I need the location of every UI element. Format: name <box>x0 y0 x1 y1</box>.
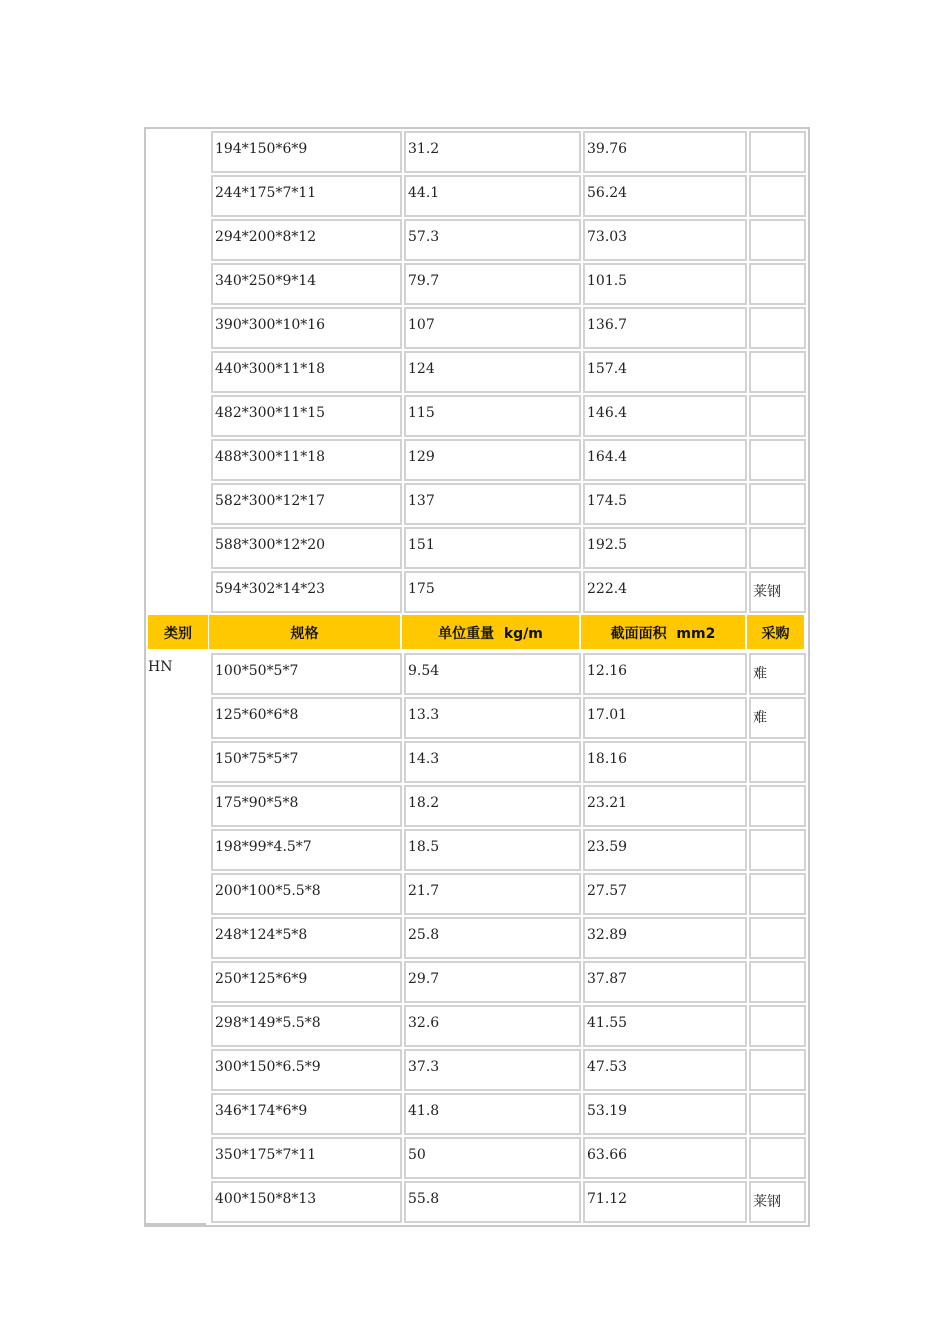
spec-cell: 125*60*6*8 <box>211 697 402 739</box>
area-cell: 56.24 <box>583 175 747 217</box>
weight-cell: 151 <box>404 527 581 569</box>
area-cell: 73.03 <box>583 219 747 261</box>
category-cell <box>146 525 210 569</box>
area-cell: 174.5 <box>583 483 747 525</box>
procurement-cell <box>749 917 806 959</box>
spec-cell: 582*300*12*17 <box>211 483 402 525</box>
procurement-cell <box>749 1049 806 1091</box>
weight-cell: 175 <box>404 571 581 613</box>
area-cell: 53.19 <box>583 1093 747 1135</box>
spec-cell: 482*300*11*15 <box>211 395 402 437</box>
spec-cell: 294*200*8*12 <box>211 219 402 261</box>
header-spec: 规格 <box>209 615 400 649</box>
area-cell: 23.21 <box>583 785 747 827</box>
procurement-cell <box>749 873 806 915</box>
table-row <box>146 305 808 349</box>
table-row <box>146 261 808 305</box>
table-row <box>146 129 808 173</box>
area-cell: 222.4 <box>583 571 747 613</box>
weight-cell: 57.3 <box>404 219 581 261</box>
procurement-cell <box>749 785 806 827</box>
area-cell: 32.89 <box>583 917 747 959</box>
procurement-cell <box>749 1005 806 1047</box>
weight-cell: 14.3 <box>404 741 581 783</box>
category-cell <box>146 173 210 217</box>
header-area: 截面面积 mm2 <box>581 615 745 649</box>
spec-cell: 150*75*5*7 <box>211 741 402 783</box>
table-row <box>146 349 808 393</box>
procurement-cell <box>749 741 806 783</box>
area-cell: 192.5 <box>583 527 747 569</box>
weight-cell: 115 <box>404 395 581 437</box>
table-group-hn <box>146 651 808 1223</box>
category-cell <box>146 915 210 959</box>
spec-cell: 175*90*5*8 <box>211 785 402 827</box>
procurement-cell <box>749 263 806 305</box>
table-row <box>146 827 808 871</box>
procurement-cell <box>749 351 806 393</box>
procurement-cell <box>749 961 806 1003</box>
table-row <box>146 437 808 481</box>
area-cell: 12.16 <box>583 653 747 695</box>
weight-cell: 55.8 <box>404 1181 581 1223</box>
category-cell <box>146 129 210 173</box>
category-cell <box>146 305 210 349</box>
area-cell: 18.16 <box>583 741 747 783</box>
category-cell <box>146 1047 210 1091</box>
spec-cell: 440*300*11*18 <box>211 351 402 393</box>
category-cell <box>146 827 210 871</box>
spec-cell: 400*150*8*13 <box>211 1181 402 1223</box>
header-procurement: 采购 <box>747 615 804 649</box>
category-cell <box>146 871 210 915</box>
procurement-cell <box>749 395 806 437</box>
procurement-cell <box>749 829 806 871</box>
spec-cell: 594*302*14*23 <box>211 571 402 613</box>
table-row <box>146 1135 808 1179</box>
procurement-cell <box>749 1093 806 1135</box>
area-cell: 47.53 <box>583 1049 747 1091</box>
area-cell: 23.59 <box>583 829 747 871</box>
table-row <box>146 481 808 525</box>
area-cell: 39.76 <box>583 131 747 173</box>
steel-spec-table <box>144 127 810 1227</box>
weight-cell: 107 <box>404 307 581 349</box>
weight-cell: 9.54 <box>404 653 581 695</box>
weight-cell: 137 <box>404 483 581 525</box>
weight-cell: 37.3 <box>404 1049 581 1091</box>
procurement-cell <box>749 131 806 173</box>
weight-cell: 21.7 <box>404 873 581 915</box>
spec-cell: 340*250*9*14 <box>211 263 402 305</box>
spec-cell: 350*175*7*11 <box>211 1137 402 1179</box>
area-cell: 157.4 <box>583 351 747 393</box>
procurement-cell: 莱钢 <box>749 571 806 613</box>
procurement-cell <box>749 175 806 217</box>
header-category: 类别 <box>148 615 208 649</box>
category-cell <box>146 569 210 613</box>
procurement-cell: 难 <box>749 653 806 695</box>
procurement-cell <box>749 1137 806 1179</box>
spec-cell: 244*175*7*11 <box>211 175 402 217</box>
table-row <box>146 173 808 217</box>
weight-cell: 31.2 <box>404 131 581 173</box>
table-row <box>146 783 808 827</box>
category-cell <box>146 1179 210 1223</box>
procurement-cell <box>749 307 806 349</box>
spec-cell: 300*150*6.5*9 <box>211 1049 402 1091</box>
category-cell <box>146 349 210 393</box>
procurement-cell <box>749 219 806 261</box>
area-cell: 71.12 <box>583 1181 747 1223</box>
spec-cell: 200*100*5.5*8 <box>211 873 402 915</box>
procurement-cell <box>749 483 806 525</box>
table-row <box>146 1091 808 1135</box>
procurement-cell: 难 <box>749 697 806 739</box>
weight-cell: 13.3 <box>404 697 581 739</box>
category-cell <box>146 1135 210 1179</box>
weight-cell: 18.2 <box>404 785 581 827</box>
table-row <box>146 1179 808 1223</box>
spec-cell: 588*300*12*20 <box>211 527 402 569</box>
table-row <box>146 525 808 569</box>
category-cell <box>146 1003 210 1047</box>
area-cell: 146.4 <box>583 395 747 437</box>
table-header-row <box>146 613 808 651</box>
table-row <box>146 695 808 739</box>
category-cell: HN <box>148 659 173 675</box>
spec-cell: 488*300*11*18 <box>211 439 402 481</box>
table-row <box>146 651 808 695</box>
table-row <box>146 871 808 915</box>
procurement-cell <box>749 527 806 569</box>
category-cell <box>146 481 210 525</box>
header-weight: 单位重量 kg/m <box>402 615 579 649</box>
category-cell <box>146 1091 210 1135</box>
table-row <box>146 569 808 613</box>
spec-cell: 390*300*10*16 <box>211 307 402 349</box>
area-cell: 164.4 <box>583 439 747 481</box>
weight-cell: 44.1 <box>404 175 581 217</box>
table-row <box>146 217 808 261</box>
category-cell <box>146 261 210 305</box>
spec-cell: 198*99*4.5*7 <box>211 829 402 871</box>
weight-cell: 50 <box>404 1137 581 1179</box>
table-row <box>146 1003 808 1047</box>
table-row <box>146 959 808 1003</box>
area-cell: 136.7 <box>583 307 747 349</box>
table-row <box>146 915 808 959</box>
procurement-cell <box>749 439 806 481</box>
area-cell: 37.87 <box>583 961 747 1003</box>
spec-cell: 194*150*6*9 <box>211 131 402 173</box>
area-cell: 101.5 <box>583 263 747 305</box>
table-row <box>146 393 808 437</box>
category-cell <box>146 695 210 739</box>
spec-cell: 250*125*6*9 <box>211 961 402 1003</box>
procurement-cell: 莱钢 <box>749 1181 806 1223</box>
area-cell: 41.55 <box>583 1005 747 1047</box>
spec-cell: 346*174*6*9 <box>211 1093 402 1135</box>
category-cell <box>146 783 210 827</box>
spec-cell: 248*124*5*8 <box>211 917 402 959</box>
area-cell: 27.57 <box>583 873 747 915</box>
weight-cell: 29.7 <box>404 961 581 1003</box>
area-cell: 17.01 <box>583 697 747 739</box>
weight-cell: 129 <box>404 439 581 481</box>
weight-cell: 25.8 <box>404 917 581 959</box>
spec-cell: 100*50*5*7 <box>211 653 402 695</box>
table-group-hm <box>146 129 808 613</box>
weight-cell: 124 <box>404 351 581 393</box>
table-row <box>146 739 808 783</box>
category-cell <box>146 437 210 481</box>
area-cell: 63.66 <box>583 1137 747 1179</box>
spec-cell: 298*149*5.5*8 <box>211 1005 402 1047</box>
weight-cell: 18.5 <box>404 829 581 871</box>
category-cell <box>146 739 210 783</box>
table-row <box>146 1047 808 1091</box>
category-cell <box>146 959 210 1003</box>
category-cell <box>146 217 210 261</box>
weight-cell: 32.6 <box>404 1005 581 1047</box>
category-cell <box>146 393 210 437</box>
weight-cell: 79.7 <box>404 263 581 305</box>
weight-cell: 41.8 <box>404 1093 581 1135</box>
category-bottom-rule <box>146 1223 206 1225</box>
